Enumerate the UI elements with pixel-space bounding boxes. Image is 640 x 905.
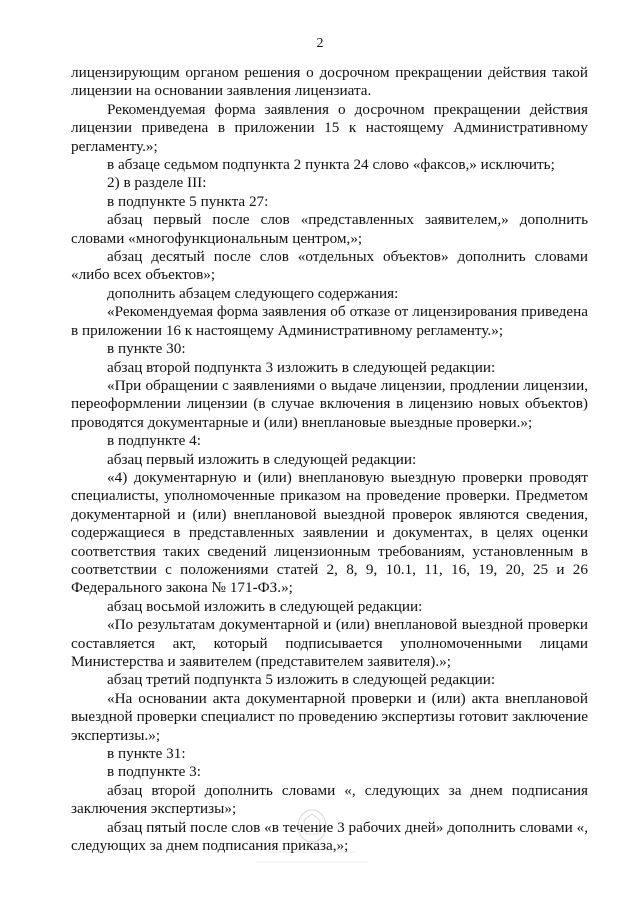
paragraph: Рекомендуемая форма заявления о досрочном прекращении действия лицензии приведена в приложении 15 к настоящему Административному регламенту.»; — [71, 100, 588, 155]
paragraph: 2) в разделе III: — [107, 174, 207, 192]
paragraph: «По результатам документарной и (или) внеплановой выездной проверки составляется акт, который подписывается уполномоченными лицами Министерства и заявителем (представителем заявителя).»; — [71, 616, 588, 670]
paragraph: «4) документарную и (или) внеплановую выездную проверки проводят специалисты, уполномоченные приказом на проведение проверки. Предметом документарной и (или) внеплановой выездной проверок являются сведения, содержащиеся в представленных заявлении и документах, в целях оценки соответствия таких сведений лицензионным требованиям, установленным в соответствии с положениями статей 2, 8, 9, 10.1, 11, 16, 19, 20, 25 и 26 Федерального закона № 171-ФЗ.»; — [71, 468, 588, 597]
paragraph: в подпункте 3: — [107, 763, 201, 781]
paragraph: абзац первый изложить в следующей редакции: — [107, 450, 417, 468]
paragraph: абзац третий подпункта 5 изложить в следующей редакции: — [107, 671, 496, 689]
paragraph: в пункте 30: — [107, 340, 186, 358]
paragraph: в пункте 31: — [107, 745, 186, 763]
paragraph: абзац второй подпункта 3 изложить в следующей редакции: — [107, 358, 496, 376]
paragraph: в абзаце седьмом подпункта 2 пункта 24 слово «факсов,» исключить; — [107, 156, 555, 174]
paragraph: в подпункте 4: — [107, 432, 201, 450]
paragraph: дополнить абзацем следующего содержания: — [107, 284, 399, 302]
paragraph: абзац пятый после слов «в течение 3 рабочих дней» дополнить словами «, следующих за днем подписания приказа,»; — [71, 818, 588, 855]
paragraph: в подпункте 5 пункта 27: — [107, 192, 269, 210]
paragraph: лицензирующим органом решения о досрочном прекращении действия такой лицензии на основании заявления лицензиата. — [71, 64, 588, 100]
official-stamp-watermark — [232, 808, 392, 878]
page-number: 2 — [316, 36, 324, 51]
paragraph: абзац десятый после слов «отдельных объектов» дополнить словами «либо всех объектов»; — [71, 248, 588, 284]
document-body — [71, 64, 588, 855]
paragraph: «Рекомендуемая форма заявления об отказе от лицензирования приведена в приложении 16 к настоящему Административному регламенту.»; — [71, 303, 588, 339]
paragraph: абзац восьмой изложить в следующей редакции: — [107, 597, 423, 615]
paragraph: «При обращении с заявлениями о выдаче лицензии, продлении лицензии, переоформлении лицензии (в случае включения в лицензию новых объектов) проводятся документарные и (или) внеплановые выездные проверки.»; — [71, 376, 588, 431]
paragraph: абзац первый после слов «представленных заявителем,» дополнить словами «многофункциональным центром,»; — [71, 211, 588, 247]
paragraph: абзац второй дополнить словами «, следующих за днем подписания заключения экспертизы»; — [71, 781, 588, 818]
paragraph: «На основании акта документарной проверки и (или) акта внеплановой выездной проверки специалист по проведению экспертизы готовит заключение экспертизы.»; — [71, 689, 588, 744]
